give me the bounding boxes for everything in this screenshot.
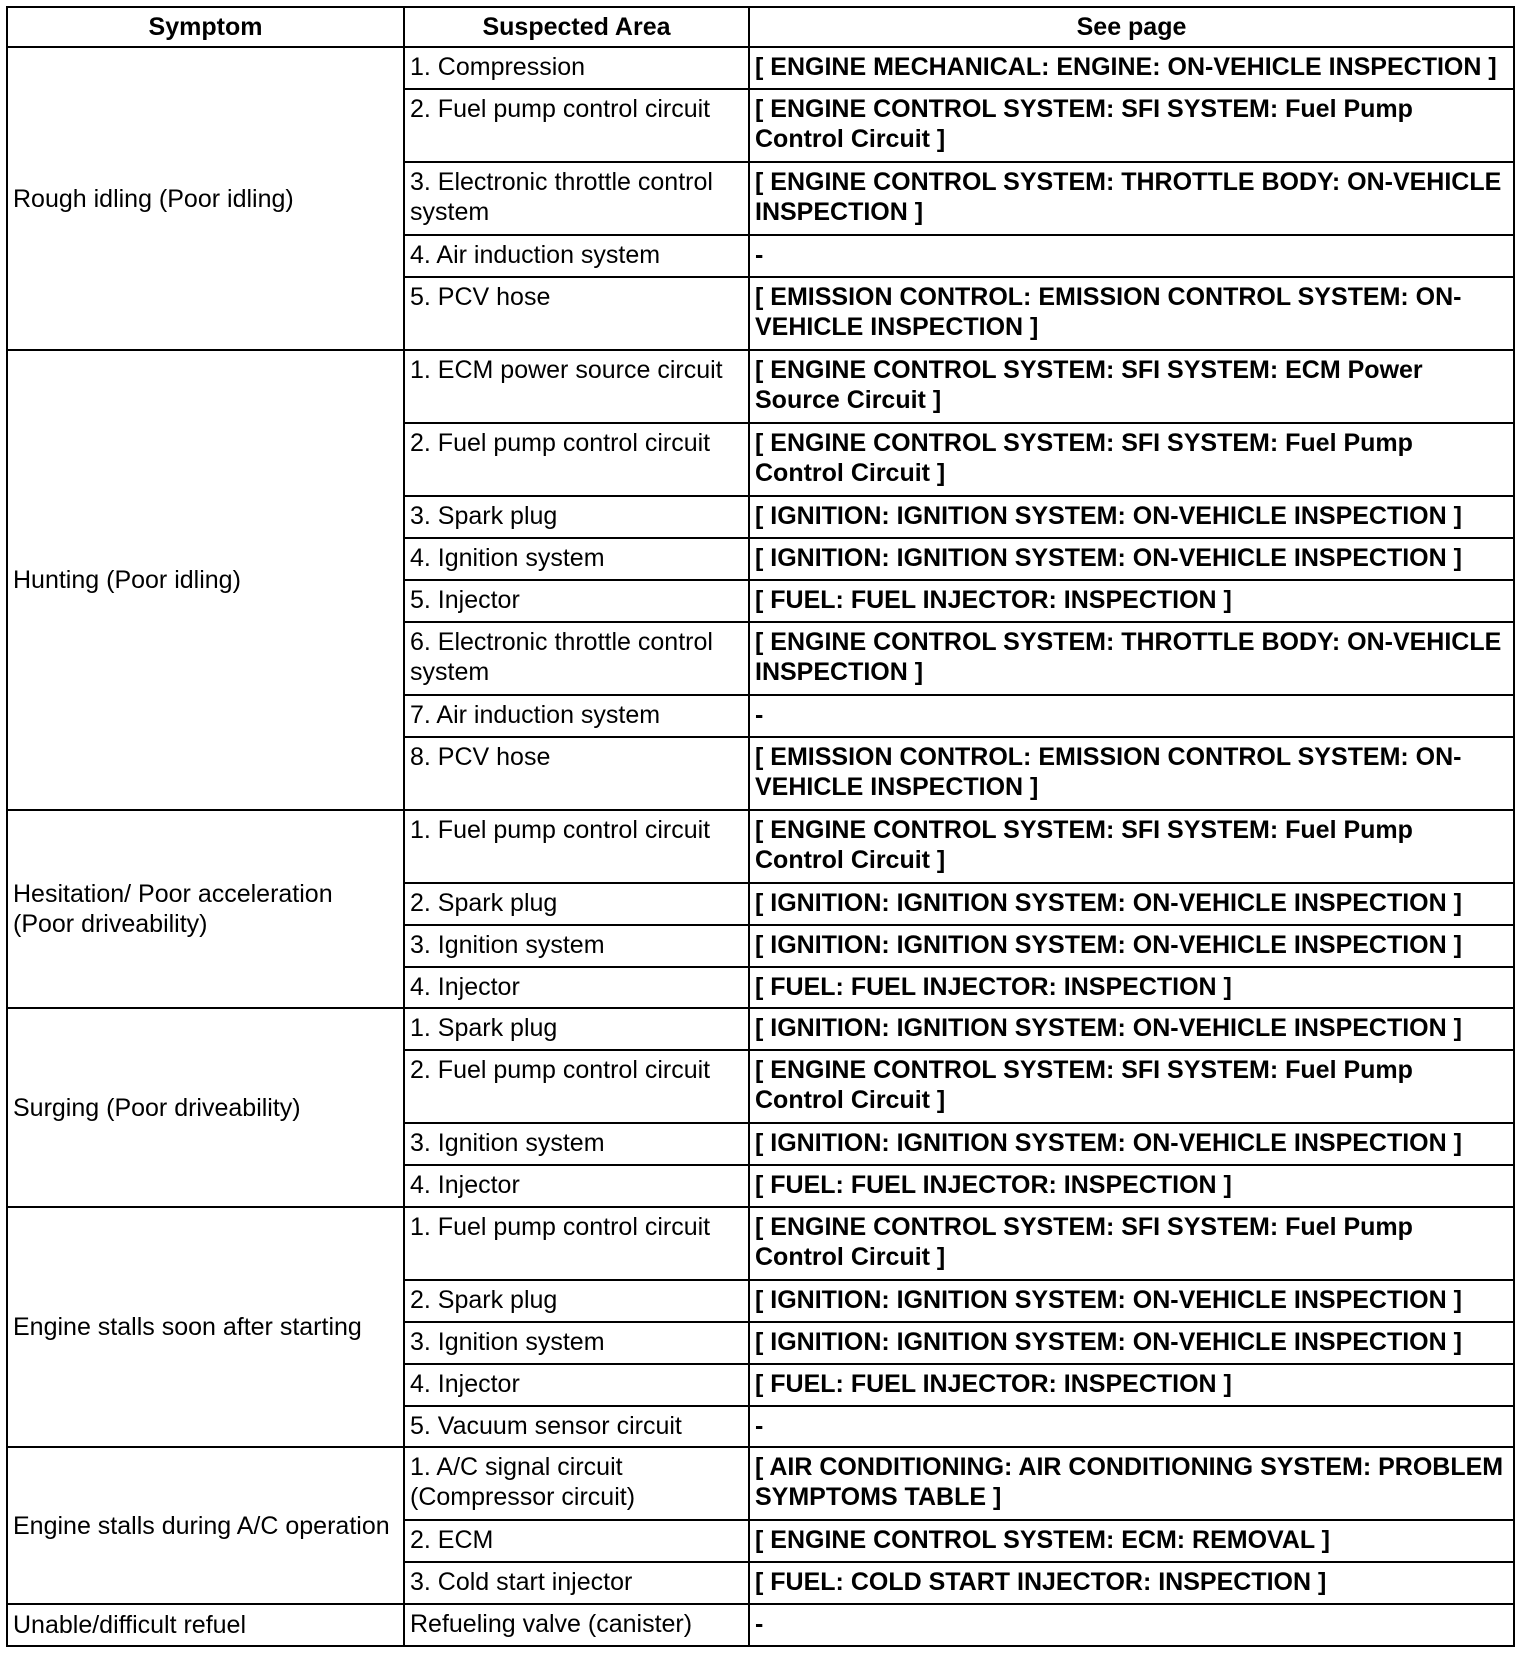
- suspected-area-cell: 5. Injector: [404, 580, 749, 622]
- suspected-area-cell: 1. Fuel pump control circuit: [404, 810, 749, 883]
- see-page-cell: -: [749, 235, 1514, 277]
- suspected-area-cell: 7. Air induction system: [404, 695, 749, 737]
- table-body: [7, 47, 1514, 1646]
- suspected-area-cell: 2. Fuel pump control circuit: [404, 423, 749, 496]
- see-page-cell: [ EMISSION CONTROL: EMISSION CONTROL SYSTEM: ON-VEHICLE INSPECTION ]: [749, 737, 1514, 810]
- suspected-area-cell: 3. Spark plug: [404, 496, 749, 538]
- suspected-area-cell: 5. Vacuum sensor circuit: [404, 1406, 749, 1448]
- symptom-cell: Unable/difficult refuel: [7, 1604, 404, 1646]
- see-page-cell: [ ENGINE CONTROL SYSTEM: SFI SYSTEM: Fuel Pump Control Circuit ]: [749, 89, 1514, 162]
- suspected-area-cell: 3. Cold start injector: [404, 1562, 749, 1604]
- symptom-cell: Engine stalls soon after starting: [7, 1207, 404, 1447]
- see-page-cell: [ FUEL: FUEL INJECTOR: INSPECTION ]: [749, 1364, 1514, 1406]
- see-page-cell: [ ENGINE CONTROL SYSTEM: SFI SYSTEM: Fuel Pump Control Circuit ]: [749, 810, 1514, 883]
- see-page-cell: [ ENGINE CONTROL SYSTEM: SFI SYSTEM: Fuel Pump Control Circuit ]: [749, 423, 1514, 496]
- suspected-area-cell: 3. Ignition system: [404, 925, 749, 967]
- see-page-cell: [ AIR CONDITIONING: AIR CONDITIONING SYSTEM: PROBLEM SYMPTOMS TABLE ]: [749, 1447, 1514, 1520]
- suspected-area-cell: 5. PCV hose: [404, 277, 749, 350]
- header-symptom: Symptom: [7, 7, 404, 47]
- suspected-area-cell: 2. Spark plug: [404, 883, 749, 925]
- suspected-area-cell: 4. Injector: [404, 1364, 749, 1406]
- see-page-cell: -: [749, 1604, 1514, 1646]
- table-row: [7, 1207, 1514, 1280]
- see-page-cell: [ IGNITION: IGNITION SYSTEM: ON-VEHICLE INSPECTION ]: [749, 925, 1514, 967]
- suspected-area-cell: 6. Electronic throttle control system: [404, 622, 749, 695]
- see-page-cell: [ IGNITION: IGNITION SYSTEM: ON-VEHICLE INSPECTION ]: [749, 1322, 1514, 1364]
- see-page-cell: [ FUEL: FUEL INJECTOR: INSPECTION ]: [749, 580, 1514, 622]
- symptom-cell: Hunting (Poor idling): [7, 350, 404, 810]
- header-row: [7, 7, 1514, 47]
- suspected-area-cell: 1. Compression: [404, 47, 749, 89]
- see-page-cell: -: [749, 695, 1514, 737]
- suspected-area-cell: 1. A/C signal circuit (Compressor circuit): [404, 1447, 749, 1520]
- header-see-page: See page: [749, 7, 1514, 47]
- suspected-area-cell: 4. Ignition system: [404, 538, 749, 580]
- table-row: [7, 1447, 1514, 1520]
- suspected-area-cell: 2. Spark plug: [404, 1280, 749, 1322]
- see-page-cell: [ ENGINE CONTROL SYSTEM: SFI SYSTEM: Fuel Pump Control Circuit ]: [749, 1050, 1514, 1123]
- table-row: [7, 810, 1514, 883]
- see-page-cell: [ IGNITION: IGNITION SYSTEM: ON-VEHICLE INSPECTION ]: [749, 1280, 1514, 1322]
- see-page-cell: [ ENGINE CONTROL SYSTEM: THROTTLE BODY: ON-VEHICLE INSPECTION ]: [749, 162, 1514, 235]
- see-page-cell: [ IGNITION: IGNITION SYSTEM: ON-VEHICLE INSPECTION ]: [749, 496, 1514, 538]
- see-page-cell: [ IGNITION: IGNITION SYSTEM: ON-VEHICLE INSPECTION ]: [749, 1008, 1514, 1050]
- see-page-cell: [ EMISSION CONTROL: EMISSION CONTROL SYSTEM: ON-VEHICLE INSPECTION ]: [749, 277, 1514, 350]
- table-row: [7, 350, 1514, 423]
- table-row: [7, 1604, 1514, 1646]
- see-page-cell: -: [749, 1406, 1514, 1448]
- see-page-cell: [ IGNITION: IGNITION SYSTEM: ON-VEHICLE INSPECTION ]: [749, 883, 1514, 925]
- suspected-area-cell: 1. Fuel pump control circuit: [404, 1207, 749, 1280]
- see-page-cell: [ ENGINE CONTROL SYSTEM: ECM: REMOVAL ]: [749, 1520, 1514, 1562]
- see-page-cell: [ ENGINE CONTROL SYSTEM: THROTTLE BODY: ON-VEHICLE INSPECTION ]: [749, 622, 1514, 695]
- suspected-area-cell: 1. Spark plug: [404, 1008, 749, 1050]
- suspected-area-cell: Refueling valve (canister): [404, 1604, 749, 1646]
- suspected-area-cell: 8. PCV hose: [404, 737, 749, 810]
- suspected-area-cell: 3. Ignition system: [404, 1123, 749, 1165]
- see-page-cell: [ FUEL: FUEL INJECTOR: INSPECTION ]: [749, 1165, 1514, 1207]
- suspected-area-cell: 4. Air induction system: [404, 235, 749, 277]
- suspected-area-cell: 1. ECM power source circuit: [404, 350, 749, 423]
- see-page-cell: [ FUEL: FUEL INJECTOR: INSPECTION ]: [749, 967, 1514, 1009]
- suspected-area-cell: 3. Ignition system: [404, 1322, 749, 1364]
- see-page-cell: [ ENGINE CONTROL SYSTEM: SFI SYSTEM: Fuel Pump Control Circuit ]: [749, 1207, 1514, 1280]
- symptom-cell: Engine stalls during A/C operation: [7, 1447, 404, 1604]
- symptom-cell: Rough idling (Poor idling): [7, 47, 404, 350]
- see-page-cell: [ FUEL: COLD START INJECTOR: INSPECTION ]: [749, 1562, 1514, 1604]
- symptom-cell: Surging (Poor driveability): [7, 1008, 404, 1207]
- header-suspected-area: Suspected Area: [404, 7, 749, 47]
- suspected-area-cell: 2. Fuel pump control circuit: [404, 1050, 749, 1123]
- suspected-area-cell: 4. Injector: [404, 967, 749, 1009]
- see-page-cell: [ ENGINE CONTROL SYSTEM: SFI SYSTEM: ECM Power Source Circuit ]: [749, 350, 1514, 423]
- symptom-cell: Hesitation/ Poor acceleration (Poor driveability): [7, 810, 404, 1009]
- suspected-area-cell: 2. ECM: [404, 1520, 749, 1562]
- suspected-area-cell: 3. Electronic throttle control system: [404, 162, 749, 235]
- suspected-area-cell: 4. Injector: [404, 1165, 749, 1207]
- table-row: [7, 47, 1514, 89]
- symptom-table: [6, 6, 1515, 1647]
- suspected-area-cell: 2. Fuel pump control circuit: [404, 89, 749, 162]
- see-page-cell: [ IGNITION: IGNITION SYSTEM: ON-VEHICLE INSPECTION ]: [749, 538, 1514, 580]
- see-page-cell: [ ENGINE MECHANICAL: ENGINE: ON-VEHICLE INSPECTION ]: [749, 47, 1514, 89]
- see-page-cell: [ IGNITION: IGNITION SYSTEM: ON-VEHICLE INSPECTION ]: [749, 1123, 1514, 1165]
- table-row: [7, 1008, 1514, 1050]
